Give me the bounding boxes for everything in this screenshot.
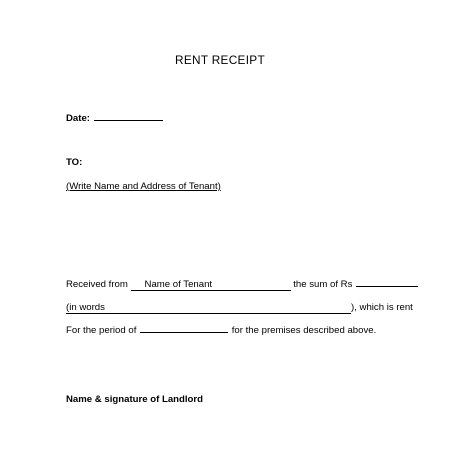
- tenant-name-text: Name of Tenant: [144, 279, 213, 290]
- tenant-name-field[interactable]: [131, 280, 291, 291]
- sum-of-label: the sum of Rs: [293, 279, 353, 290]
- tenant-address-text: (Write Name and Address of Tenant): [66, 181, 221, 192]
- amount-blank[interactable]: [356, 277, 418, 287]
- period-blank[interactable]: [140, 323, 228, 333]
- to-label: TO:: [66, 157, 83, 168]
- period-row: [66, 323, 376, 337]
- document-title: RENT RECEIPT: [175, 53, 265, 67]
- premises-text: for the premises described above.: [231, 325, 377, 336]
- date-blank[interactable]: [94, 111, 163, 121]
- in-words-row: [66, 302, 413, 314]
- tenant-address-placeholder: [66, 181, 221, 193]
- landlord-signature-label: Name & signature of Landlord: [66, 394, 203, 405]
- received-from-label: Received from: [66, 279, 128, 290]
- which-is-rent-label: ), which is rent: [351, 302, 413, 313]
- received-from-row: [66, 277, 419, 291]
- amount-in-words-field[interactable]: [66, 303, 351, 314]
- date-row: [66, 111, 164, 125]
- date-label: Date:: [66, 113, 90, 124]
- period-label: For the period of: [66, 325, 137, 336]
- in-words-text: (in words: [66, 302, 105, 313]
